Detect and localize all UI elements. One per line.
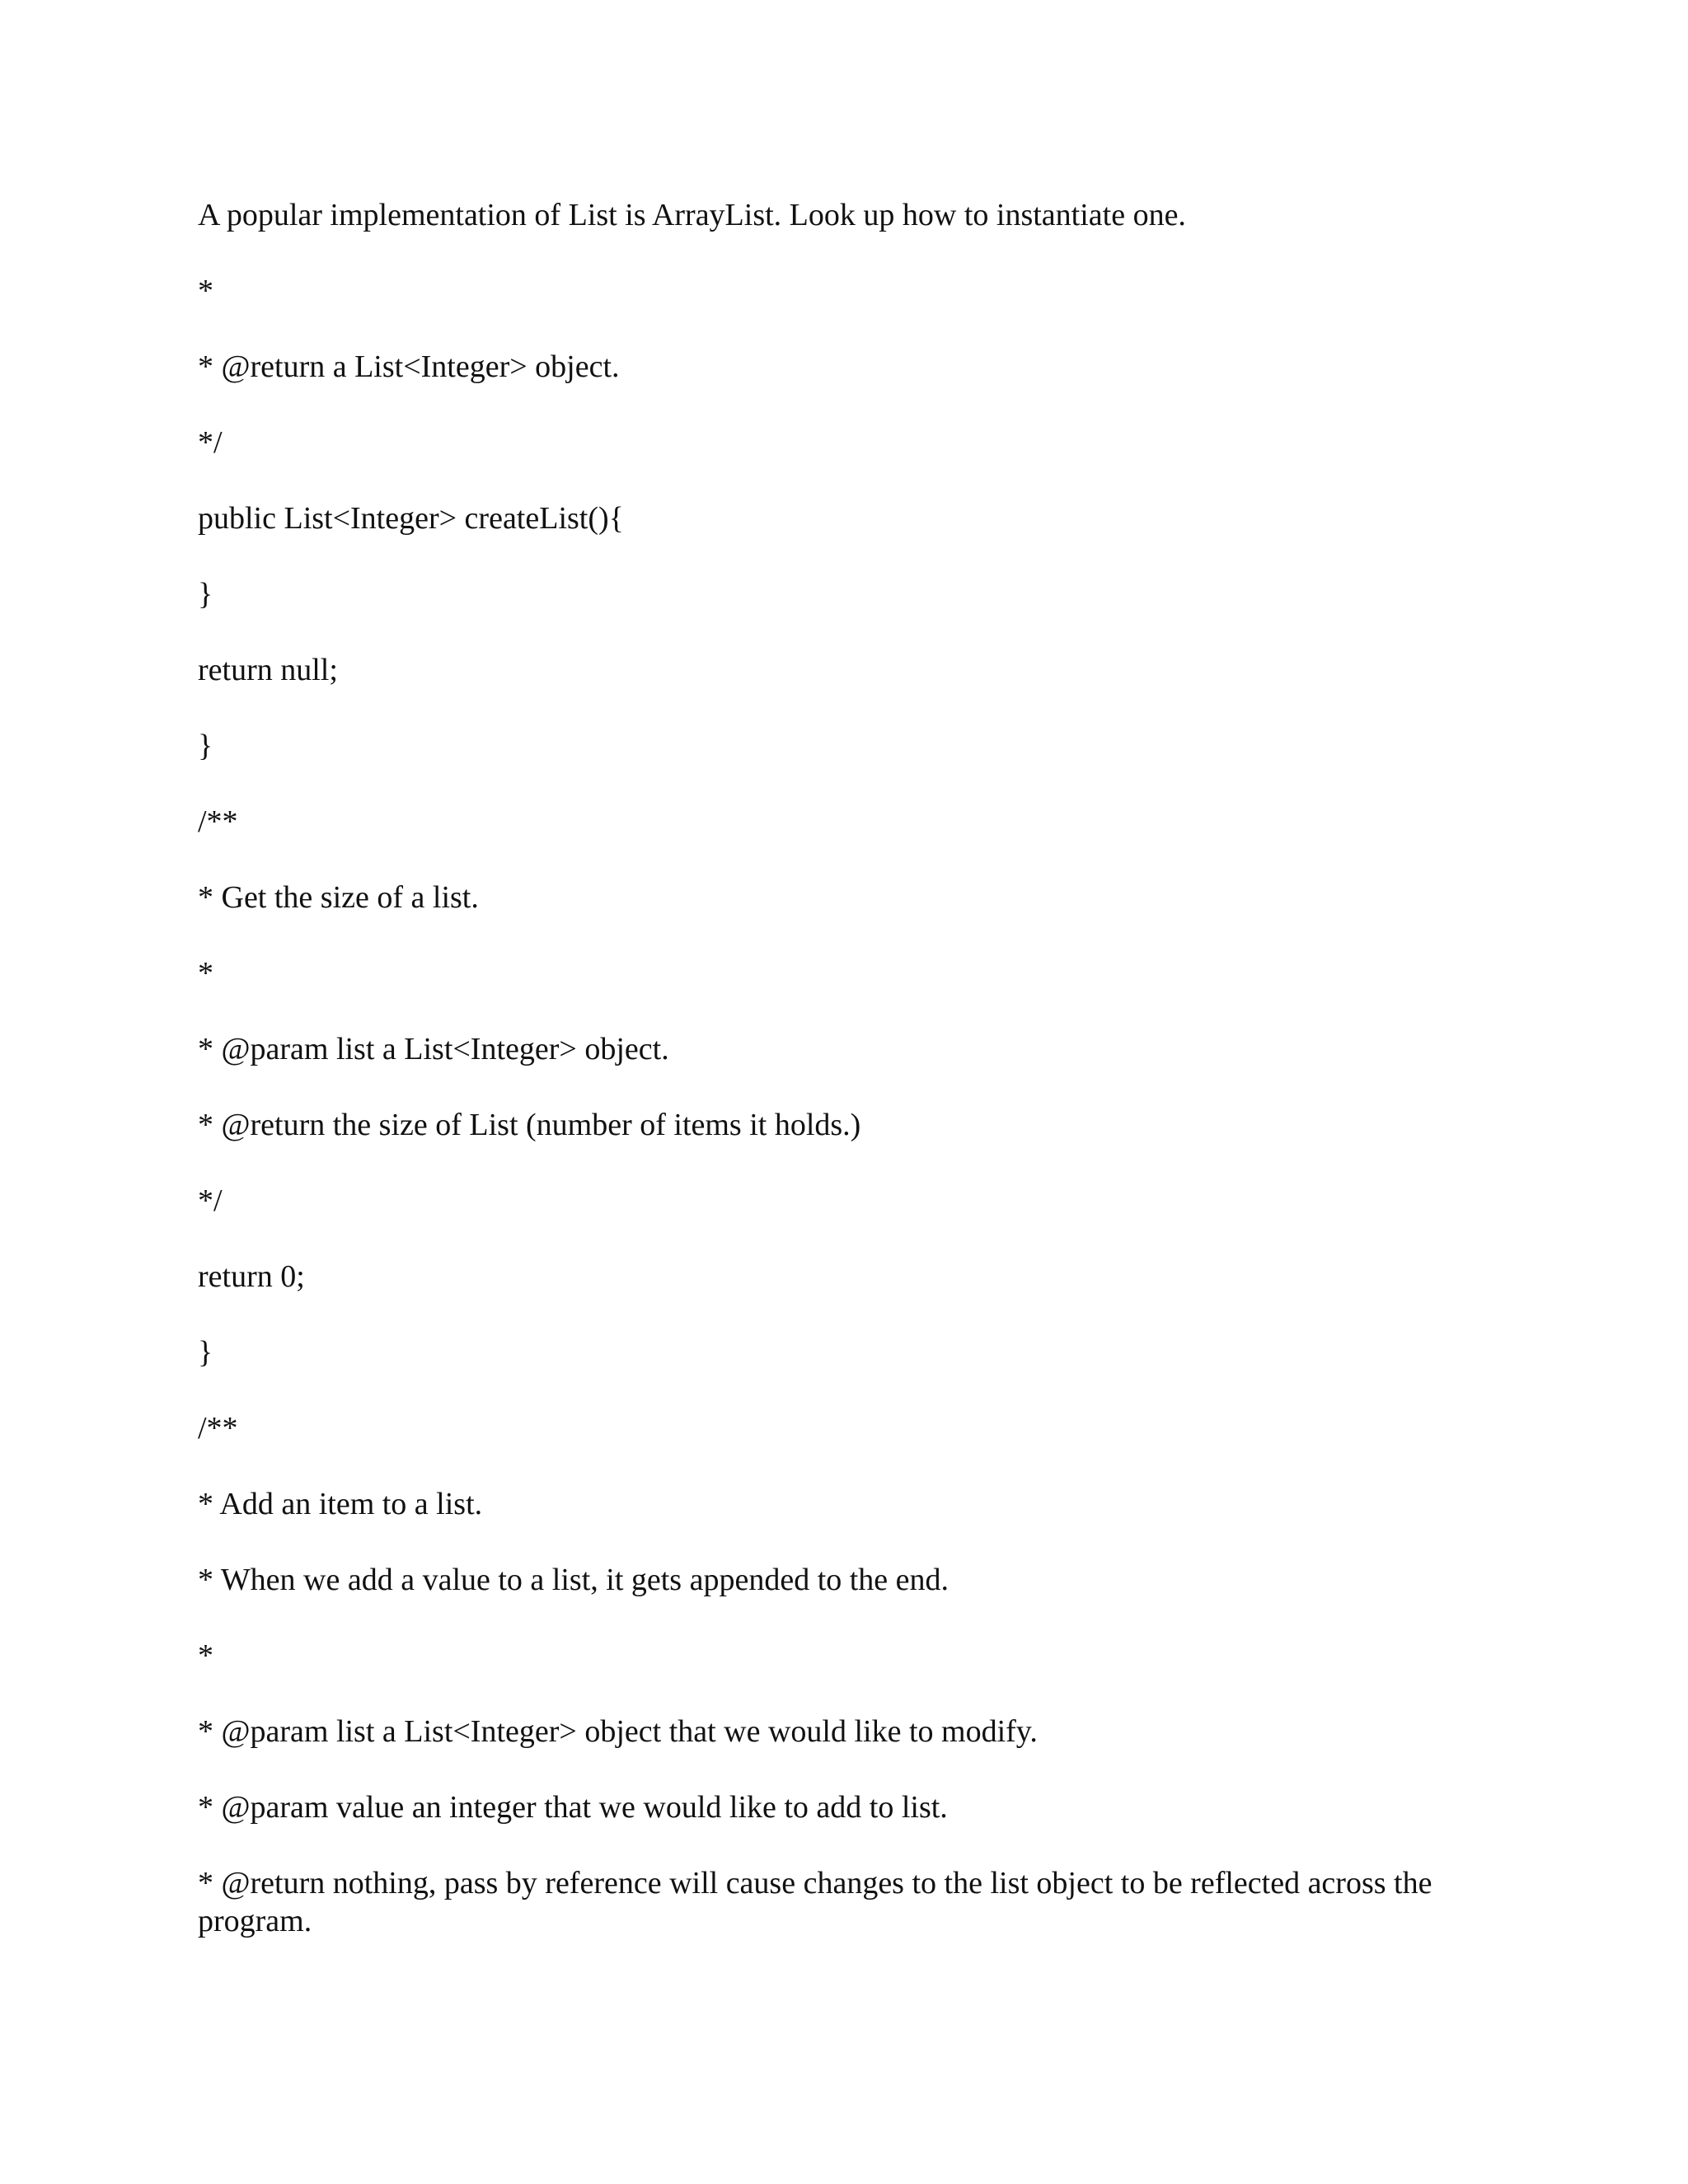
text-line: * @return a List<Integer> object. [198,349,620,384]
text-line: /** [198,804,238,839]
text-line: * Get the size of a list. [198,880,479,915]
text-line: * @param list a List<Integer> object that we would like to modify. [198,1714,1038,1749]
text-line: return 0; [198,1259,305,1294]
text-line: */ [198,425,223,460]
text-line: /** [198,1411,238,1446]
text-line: * Add an item to a list. [198,1487,483,1521]
text-line: * @return the size of List (number of items it holds.) [198,1108,861,1142]
text-line: return null; [198,653,338,687]
text-line: A popular implementation of List is ArrayList. Look up how to instantiate one. [198,198,1186,232]
text-line: */ [198,1183,223,1218]
text-line: } [198,1335,213,1370]
text-line: } [198,577,213,612]
text-line: } [198,729,213,763]
text-line: * @param value an integer that we would like to add to list. [198,1790,948,1825]
text-line: * @return nothing, pass by reference will cause changes to the list object to be reflected across the program. [198,1866,1440,1938]
text-line: * [198,1638,213,1673]
text-line: public List<Integer> createList(){ [198,501,624,536]
text-line: * When we add a value to a list, it gets appended to the end. [198,1563,950,1597]
text-line: * [198,956,213,991]
text-line: * [198,274,213,308]
text-line: * @param list a List<Integer> object. [198,1032,669,1066]
